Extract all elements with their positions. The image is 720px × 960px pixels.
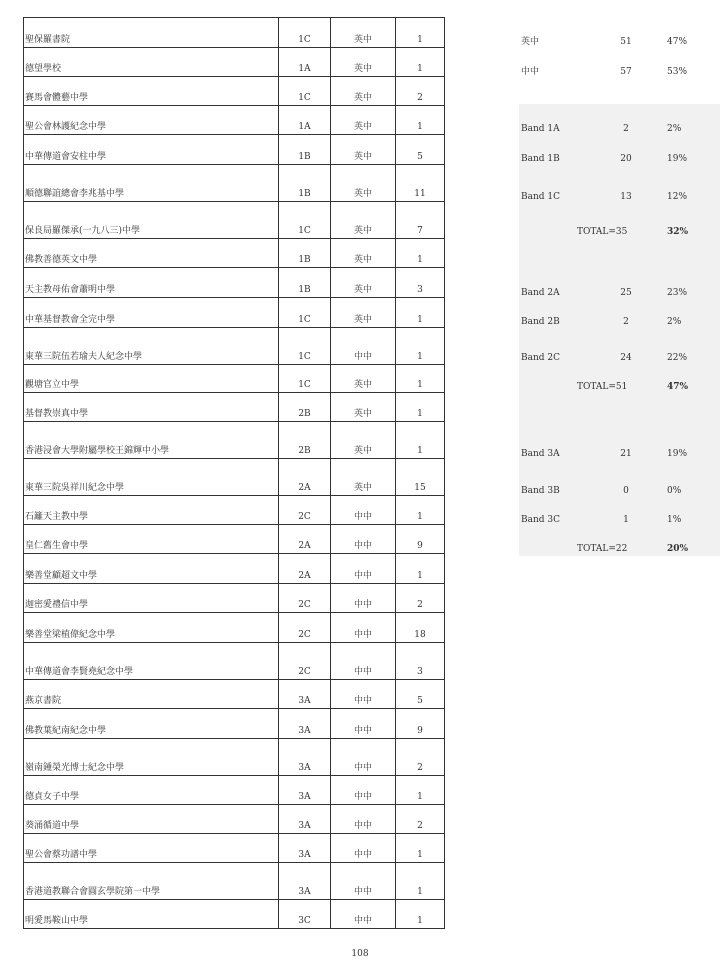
band-label: Band 1B <box>521 154 560 164</box>
band-label: Band 3C <box>521 515 561 525</box>
school-language: 中中 <box>331 739 396 776</box>
school-language: 中中 <box>331 584 396 613</box>
school-name: 佛教葉紀南紀念中學 <box>24 709 279 739</box>
school-language: 英中 <box>331 18 396 48</box>
school-name: 賽馬會體藝中學 <box>24 77 279 106</box>
school-language: 中中 <box>331 863 396 900</box>
school-band: 1C <box>279 365 331 393</box>
language-count: 51 <box>620 37 632 47</box>
school-band: 1C <box>279 18 331 48</box>
school-name: 葵涌循道中學 <box>24 805 279 834</box>
table-row <box>24 268 445 298</box>
school-band: 3A <box>279 709 331 739</box>
band-label: Band 3B <box>521 486 560 496</box>
school-count: 18 <box>396 613 445 643</box>
school-count: 5 <box>396 135 445 165</box>
band-pct: 19% <box>667 449 688 459</box>
school-band: 2C <box>279 584 331 613</box>
school-count: 2 <box>396 805 445 834</box>
school-name: 德貞女子中學 <box>24 776 279 805</box>
school-language: 英中 <box>331 268 396 298</box>
school-language: 中中 <box>331 805 396 834</box>
band-count: 2 <box>623 317 629 327</box>
table-row <box>24 18 445 48</box>
school-language: 英中 <box>331 48 396 77</box>
band-pct: 12% <box>667 192 688 202</box>
band-total-row <box>519 226 720 238</box>
school-band: 2C <box>279 643 331 680</box>
school-band: 2C <box>279 613 331 643</box>
band-total: TOTAL=51 <box>577 382 628 392</box>
table-row <box>24 554 445 584</box>
table-row <box>24 422 445 459</box>
table-row <box>24 739 445 776</box>
school-language: 中中 <box>331 900 396 929</box>
band-label: Band 2A <box>521 288 560 298</box>
school-count: 1 <box>396 496 445 525</box>
school-count: 2 <box>396 584 445 613</box>
table-row <box>24 863 445 900</box>
band-label: Band 2C <box>521 353 561 363</box>
school-name: 保良局羅傑承(一九八三)中學 <box>24 202 279 239</box>
table-row <box>24 709 445 739</box>
table-row <box>24 393 445 422</box>
table-row <box>24 365 445 393</box>
band-count: 0 <box>623 486 629 496</box>
band-label: Band 1C <box>521 192 561 202</box>
school-name: 樂善堂梁植偉紀念中學 <box>24 613 279 643</box>
school-name: 基督教崇真中學 <box>24 393 279 422</box>
school-name: 皇仁舊生會中學 <box>24 525 279 554</box>
school-count: 1 <box>396 863 445 900</box>
table-row <box>24 776 445 805</box>
table-row <box>24 165 445 202</box>
school-name: 東華三院吳祥川紀念中學 <box>24 459 279 496</box>
school-count: 9 <box>396 709 445 739</box>
band-label: Band 2B <box>521 317 560 327</box>
school-language: 英中 <box>331 202 396 239</box>
language-pct: 47% <box>667 37 688 47</box>
band-row <box>519 352 720 364</box>
school-name: 香港浸會大學附屬學校王錦輝中小學 <box>24 422 279 459</box>
school-band: 3A <box>279 739 331 776</box>
table-row <box>24 834 445 863</box>
school-name: 順德聯誼總會李兆基中學 <box>24 165 279 202</box>
school-language: 中中 <box>331 554 396 584</box>
language-summary <box>519 36 720 78</box>
school-band: 1B <box>279 239 331 268</box>
table-row <box>24 496 445 525</box>
school-name: 天主教母佑會蕭明中學 <box>24 268 279 298</box>
school-count: 3 <box>396 643 445 680</box>
school-count: 11 <box>396 165 445 202</box>
band-count: 24 <box>620 353 632 363</box>
band-row <box>519 191 720 203</box>
band-pct: 1% <box>667 515 682 525</box>
school-count: 1 <box>396 48 445 77</box>
school-count: 1 <box>396 393 445 422</box>
band-pct: 19% <box>667 154 688 164</box>
school-language: 英中 <box>331 165 396 202</box>
school-name: 佛教善德英文中學 <box>24 239 279 268</box>
school-band: 2C <box>279 496 331 525</box>
language-row-english <box>519 36 720 48</box>
school-name: 中華傳道會安柱中學 <box>24 135 279 165</box>
band-count: 20 <box>620 154 632 164</box>
school-count: 1 <box>396 106 445 135</box>
school-band: 1B <box>279 135 331 165</box>
band-summary <box>519 104 720 556</box>
band-total-pct: 47% <box>667 382 689 392</box>
table-row <box>24 459 445 496</box>
school-band: 3A <box>279 805 331 834</box>
school-count: 15 <box>396 459 445 496</box>
school-table <box>23 17 445 929</box>
school-language: 英中 <box>331 298 396 328</box>
band-row <box>519 287 720 299</box>
school-count: 1 <box>396 554 445 584</box>
school-count: 1 <box>396 422 445 459</box>
band-label: Band 1A <box>521 124 560 134</box>
school-language: 中中 <box>331 328 396 365</box>
table-row <box>24 48 445 77</box>
school-name: 聖保羅書院 <box>24 18 279 48</box>
band-pct: 0% <box>667 486 682 496</box>
school-name: 中華基督教會全完中學 <box>24 298 279 328</box>
school-name: 迦密愛禮信中學 <box>24 584 279 613</box>
language-row-chinese <box>519 66 720 78</box>
school-language: 英中 <box>331 365 396 393</box>
school-language: 中中 <box>331 680 396 709</box>
table-row <box>24 805 445 834</box>
band-row <box>519 316 720 328</box>
band-total-pct: 20% <box>667 544 689 554</box>
band-total: TOTAL=35 <box>577 227 628 237</box>
school-count: 2 <box>396 739 445 776</box>
school-count: 2 <box>396 77 445 106</box>
school-band: 1A <box>279 106 331 135</box>
school-language: 中中 <box>331 613 396 643</box>
school-name: 聖公會林護紀念中學 <box>24 106 279 135</box>
school-band: 2A <box>279 525 331 554</box>
school-language: 中中 <box>331 834 396 863</box>
school-count: 1 <box>396 365 445 393</box>
school-count: 7 <box>396 202 445 239</box>
school-name: 東華三院伍若瑜夫人紀念中學 <box>24 328 279 365</box>
school-name: 中華傳道會李賢堯紀念中學 <box>24 643 279 680</box>
school-language: 中中 <box>331 776 396 805</box>
band-pct: 23% <box>667 288 688 298</box>
school-language: 英中 <box>331 106 396 135</box>
band-total: TOTAL=22 <box>577 544 628 554</box>
school-band: 1B <box>279 268 331 298</box>
school-band: 3A <box>279 834 331 863</box>
band-pct: 22% <box>667 353 688 363</box>
school-band: 1B <box>279 165 331 202</box>
school-language: 英中 <box>331 239 396 268</box>
school-language: 英中 <box>331 135 396 165</box>
school-count: 1 <box>396 239 445 268</box>
school-language: 英中 <box>331 459 396 496</box>
school-band: 3A <box>279 776 331 805</box>
school-band: 1A <box>279 48 331 77</box>
band-pct: 2% <box>667 124 682 134</box>
school-band: 2B <box>279 393 331 422</box>
school-language: 中中 <box>331 643 396 680</box>
school-name: 香港道教聯合會圓玄學院第一中學 <box>24 863 279 900</box>
school-name: 聖公會蔡功譜中學 <box>24 834 279 863</box>
band-row <box>519 448 720 460</box>
band-row <box>519 514 720 526</box>
table-row <box>24 239 445 268</box>
language-label: 中中 <box>521 67 540 77</box>
language-label: 英中 <box>521 37 540 47</box>
band-total-row <box>519 381 720 393</box>
band-label: Band 3A <box>521 449 560 459</box>
page-number: 108 <box>351 949 369 959</box>
school-language: 中中 <box>331 709 396 739</box>
band-row <box>519 153 720 165</box>
band-pct: 2% <box>667 317 682 327</box>
table-row <box>24 680 445 709</box>
school-count: 1 <box>396 900 445 929</box>
school-count: 3 <box>396 268 445 298</box>
band-count: 13 <box>620 192 632 202</box>
band-count: 1 <box>623 515 629 525</box>
school-count: 1 <box>396 776 445 805</box>
school-count: 1 <box>396 298 445 328</box>
band-total-pct: 32% <box>667 227 689 237</box>
table-row <box>24 106 445 135</box>
table-row <box>24 613 445 643</box>
school-language: 中中 <box>331 496 396 525</box>
school-name: 樂善堂顧超文中學 <box>24 554 279 584</box>
school-count: 1 <box>396 834 445 863</box>
table-row <box>24 328 445 365</box>
school-band: 3A <box>279 680 331 709</box>
table-row <box>24 298 445 328</box>
school-language: 英中 <box>331 77 396 106</box>
band-row <box>519 485 720 497</box>
language-count: 57 <box>620 67 632 77</box>
school-band: 2B <box>279 422 331 459</box>
band-count: 21 <box>620 449 632 459</box>
school-name: 明愛馬鞍山中學 <box>24 900 279 929</box>
school-table-body <box>24 18 445 929</box>
school-name: 石籬天主教中學 <box>24 496 279 525</box>
school-count: 1 <box>396 328 445 365</box>
table-row <box>24 202 445 239</box>
school-band: 1C <box>279 328 331 365</box>
table-row <box>24 135 445 165</box>
school-band: 1C <box>279 77 331 106</box>
table-row <box>24 643 445 680</box>
language-pct: 53% <box>667 67 688 77</box>
table-row <box>24 900 445 929</box>
school-count: 1 <box>396 18 445 48</box>
school-name: 觀塘官立中學 <box>24 365 279 393</box>
table-row <box>24 525 445 554</box>
school-language: 中中 <box>331 525 396 554</box>
table-row <box>24 584 445 613</box>
school-band: 2A <box>279 459 331 496</box>
school-count: 5 <box>396 680 445 709</box>
band-total-row <box>519 543 720 555</box>
school-name: 燕京書院 <box>24 680 279 709</box>
school-band: 1C <box>279 298 331 328</box>
school-count: 9 <box>396 525 445 554</box>
band-row <box>519 123 720 135</box>
school-name: 德望學校 <box>24 48 279 77</box>
school-band: 3C <box>279 900 331 929</box>
school-name: 嶺南鍾榮光博士紀念中學 <box>24 739 279 776</box>
school-language: 英中 <box>331 393 396 422</box>
school-band: 3A <box>279 863 331 900</box>
band-count: 2 <box>623 124 629 134</box>
school-language: 英中 <box>331 422 396 459</box>
school-band: 2A <box>279 554 331 584</box>
school-band: 1C <box>279 202 331 239</box>
table-row <box>24 77 445 106</box>
band-count: 25 <box>620 288 632 298</box>
